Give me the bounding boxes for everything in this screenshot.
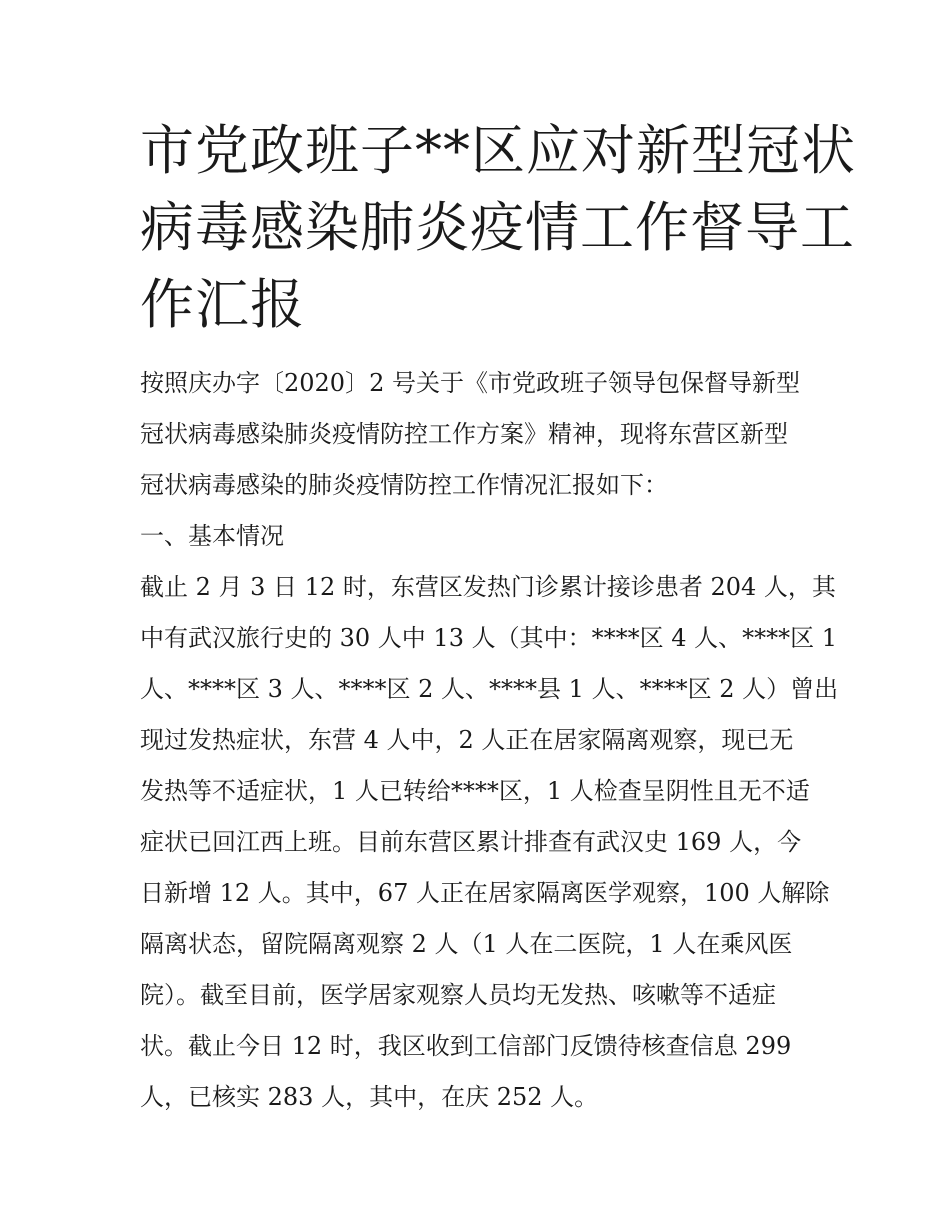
intro-line: 冠状病毒感染肺炎疫情防控工作方案》精神，现将东营区新型: [140, 420, 788, 448]
title-line: 市党政班子**区应对新型冠状: [140, 119, 856, 182]
document-title: [140, 112, 856, 343]
intro-line: 冠状病毒感染的肺炎疫情防控工作情况汇报如下：: [140, 471, 668, 499]
intro-line: 按照庆办字〔2020〕2 号关于《市党政班子领导包保督导新型: [140, 369, 800, 397]
document-body: [140, 358, 839, 1123]
paragraph-line: 隔离状态，留院隔离观察 2 人（1 人在二医院，1 人在乘风医: [140, 930, 793, 958]
paragraph-line: 状。截止今日 12 时，我区收到工信部门反馈待核查信息 299: [140, 1032, 792, 1060]
paragraph-line: 发热等不适症状，1 人已转给****区，1 人检查呈阴性且无不适: [140, 777, 810, 805]
section-heading: 一、基本情况: [140, 522, 284, 550]
paragraph-line: 症状已回江西上班。目前东营区累计排查有武汉史 169 人，今: [140, 828, 802, 856]
paragraph-line: 现过发热症状，东营 4 人中，2 人正在居家隔离观察，现已无: [140, 726, 794, 754]
paragraph-line: 院）。截至目前，医学居家观察人员均无发热、咳嗽等不适症: [140, 981, 776, 1009]
paragraph-line: 中有武汉旅行史的 30 人中 13 人（其中：****区 4 人、****区 1: [140, 624, 838, 652]
paragraph-line: 日新增 12 人。其中，67 人正在居家隔离医学观察，100 人解除: [140, 879, 830, 907]
paragraph-line: 人、****区 3 人、****区 2 人、****县 1 人、****区 2 人）曾出: [140, 675, 839, 703]
title-line: 病毒感染肺炎疫情工作督导工: [140, 196, 855, 259]
title-line: 作汇报: [140, 273, 305, 336]
paragraph-line: 人，已核实 283 人，其中，在庆 252 人。: [140, 1083, 599, 1111]
paragraph-line: 截止 2 月 3 日 12 时，东营区发热门诊累计接诊患者 204 人，其: [140, 573, 836, 601]
